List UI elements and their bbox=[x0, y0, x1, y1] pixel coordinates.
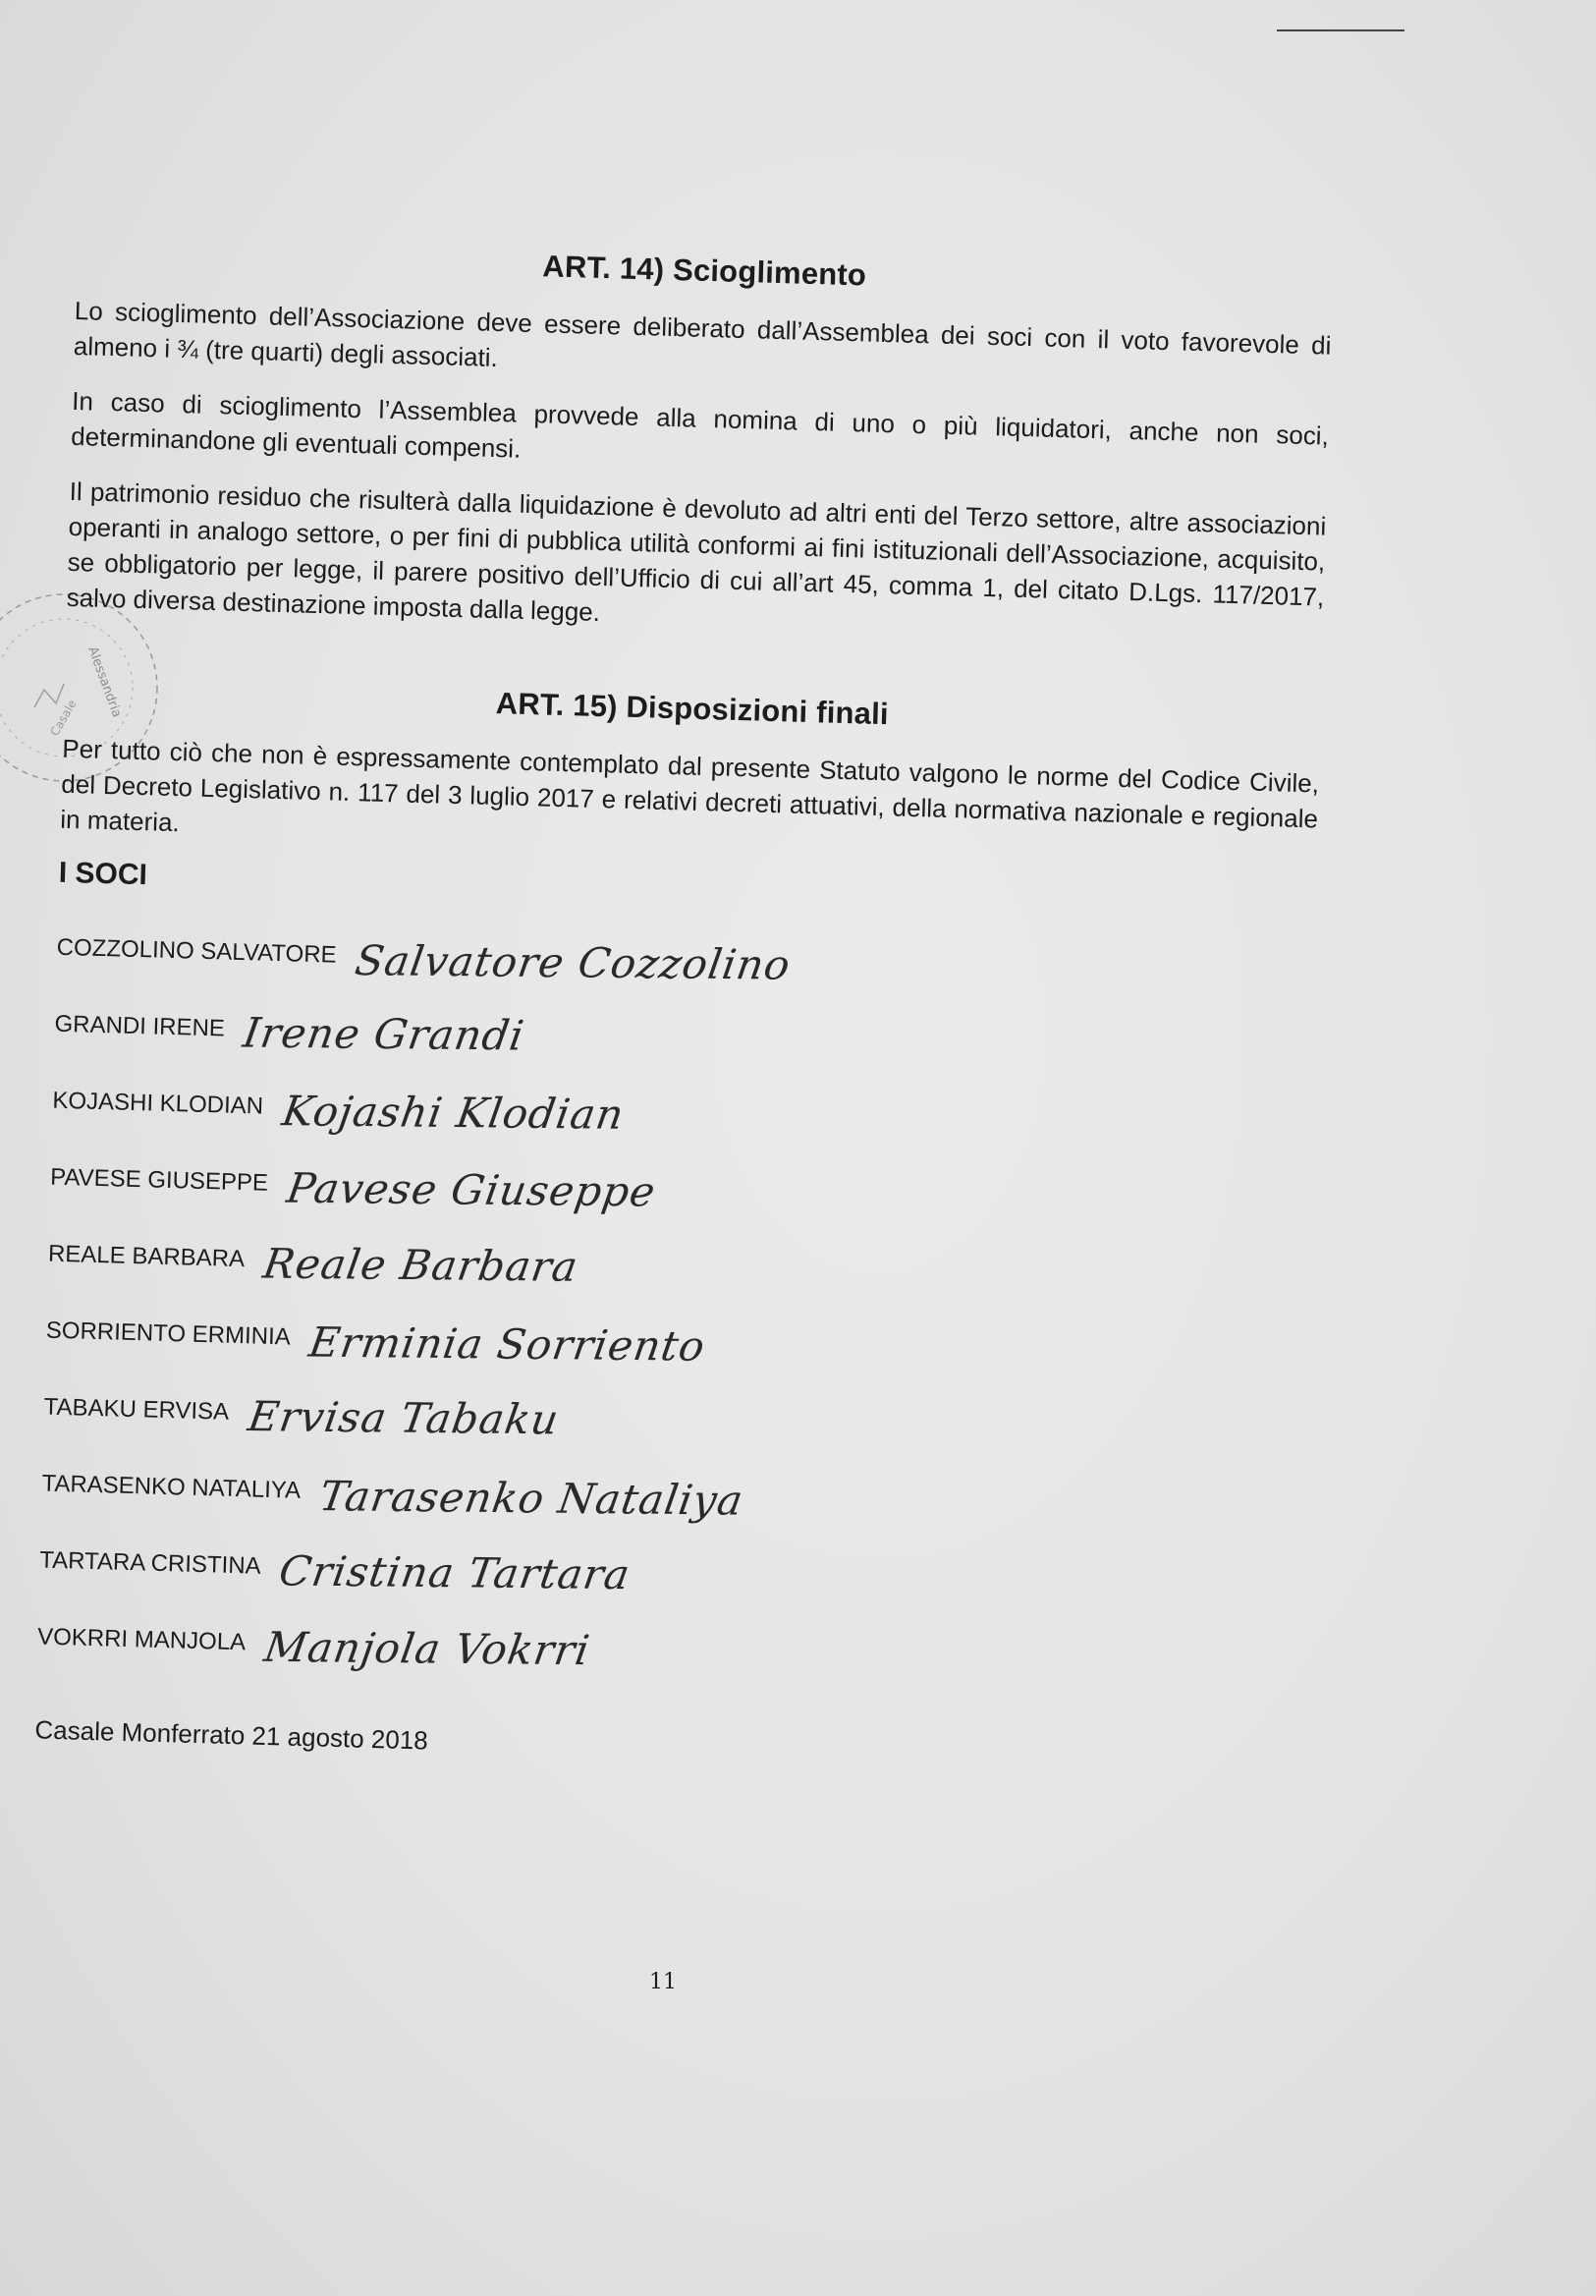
signature: Cristina Tartara bbox=[276, 1546, 634, 1598]
signature: Kojashi Klodian bbox=[278, 1086, 628, 1139]
signature: Salvatore Cozzolino bbox=[352, 935, 795, 989]
document-content bbox=[34, 236, 1333, 1780]
signature: Erminia Sorriento bbox=[305, 1317, 709, 1371]
member-name: PAVESE GIUSEPPE bbox=[49, 1163, 269, 1197]
place-date: Casale Monferrato 21 agosto 2018 bbox=[34, 1714, 429, 1756]
soci-title: I SOCI bbox=[58, 856, 148, 892]
member-name: TARTARA CRISTINA bbox=[38, 1546, 262, 1580]
art14-paragraph-2: In caso di scioglimento l’Assemblea provvede alla nomina di uno o più liquidatori, anche non soci, determinandone gli eventuali compensi. bbox=[70, 385, 1330, 464]
art14-title: ART. 14) Scioglimento bbox=[541, 249, 867, 293]
signature: Pavese Giuseppe bbox=[283, 1163, 659, 1215]
member-name: VOKRRI MANJOLA bbox=[36, 1623, 247, 1656]
member-name: GRANDI IRENE bbox=[54, 1010, 226, 1042]
svg-text:Alessandria: Alessandria bbox=[84, 644, 125, 720]
signature: Irene Grandi bbox=[240, 1008, 528, 1059]
art14-paragraph-1: Lo scioglimento dell’Associazione deve essere deliberato dall’Assemblea dei soci con il voto favorevole di almeno i ¾ (tre quarti) degli associati. bbox=[73, 295, 1332, 373]
svg-text:Casale: Casale bbox=[47, 697, 80, 739]
art14-paragraph-3: Il patrimonio residuo che risulterà dalla liquidazione è devoluto ad altri enti del Terzo settore, altre associazioni operanti in analogo settore, o per fini di pubblica utilità conformi ai fini istituzionali dell’Associazione, acquisito, se obbligatorio per legge, il parere positivo dell’Ufficio di cui all’art 45, comma 1, del citato D.Lgs. 117/2017, salvo diversa destinazione imposta dalla legge. bbox=[66, 476, 1327, 628]
page-number: 11 bbox=[649, 1970, 677, 1994]
member-name: SORRIENTO ERMINIA bbox=[45, 1316, 292, 1351]
signature: Ervisa Tabaku bbox=[244, 1391, 563, 1443]
art15-paragraph: Per tutto ciò che non è espressamente contemplato dal presente Statuto valgono le norme del Codice Civile, del Decreto Legislativo n. 117 del 3 luglio 2017 e relativi decreti attuativi, della normativa nazionale e regionale in materia. bbox=[59, 733, 1320, 838]
signature: Reale Barbara bbox=[259, 1239, 582, 1291]
member-name: TABAKU ERVISA bbox=[43, 1393, 230, 1426]
member-name: REALE BARBARA bbox=[47, 1240, 246, 1273]
signature: Tarasenko Nataliya bbox=[315, 1471, 746, 1525]
member-name: KOJASHI KLODIAN bbox=[52, 1087, 264, 1120]
art15-title: ART. 15) Disposizioni finali bbox=[495, 686, 890, 732]
member-name: TARASENKO NATALIYA bbox=[41, 1470, 302, 1504]
member-name: COZZOLINO SALVATORE bbox=[56, 933, 337, 969]
scan-mark bbox=[1277, 29, 1404, 31]
signature: Manjola Vokrri bbox=[260, 1622, 594, 1674]
